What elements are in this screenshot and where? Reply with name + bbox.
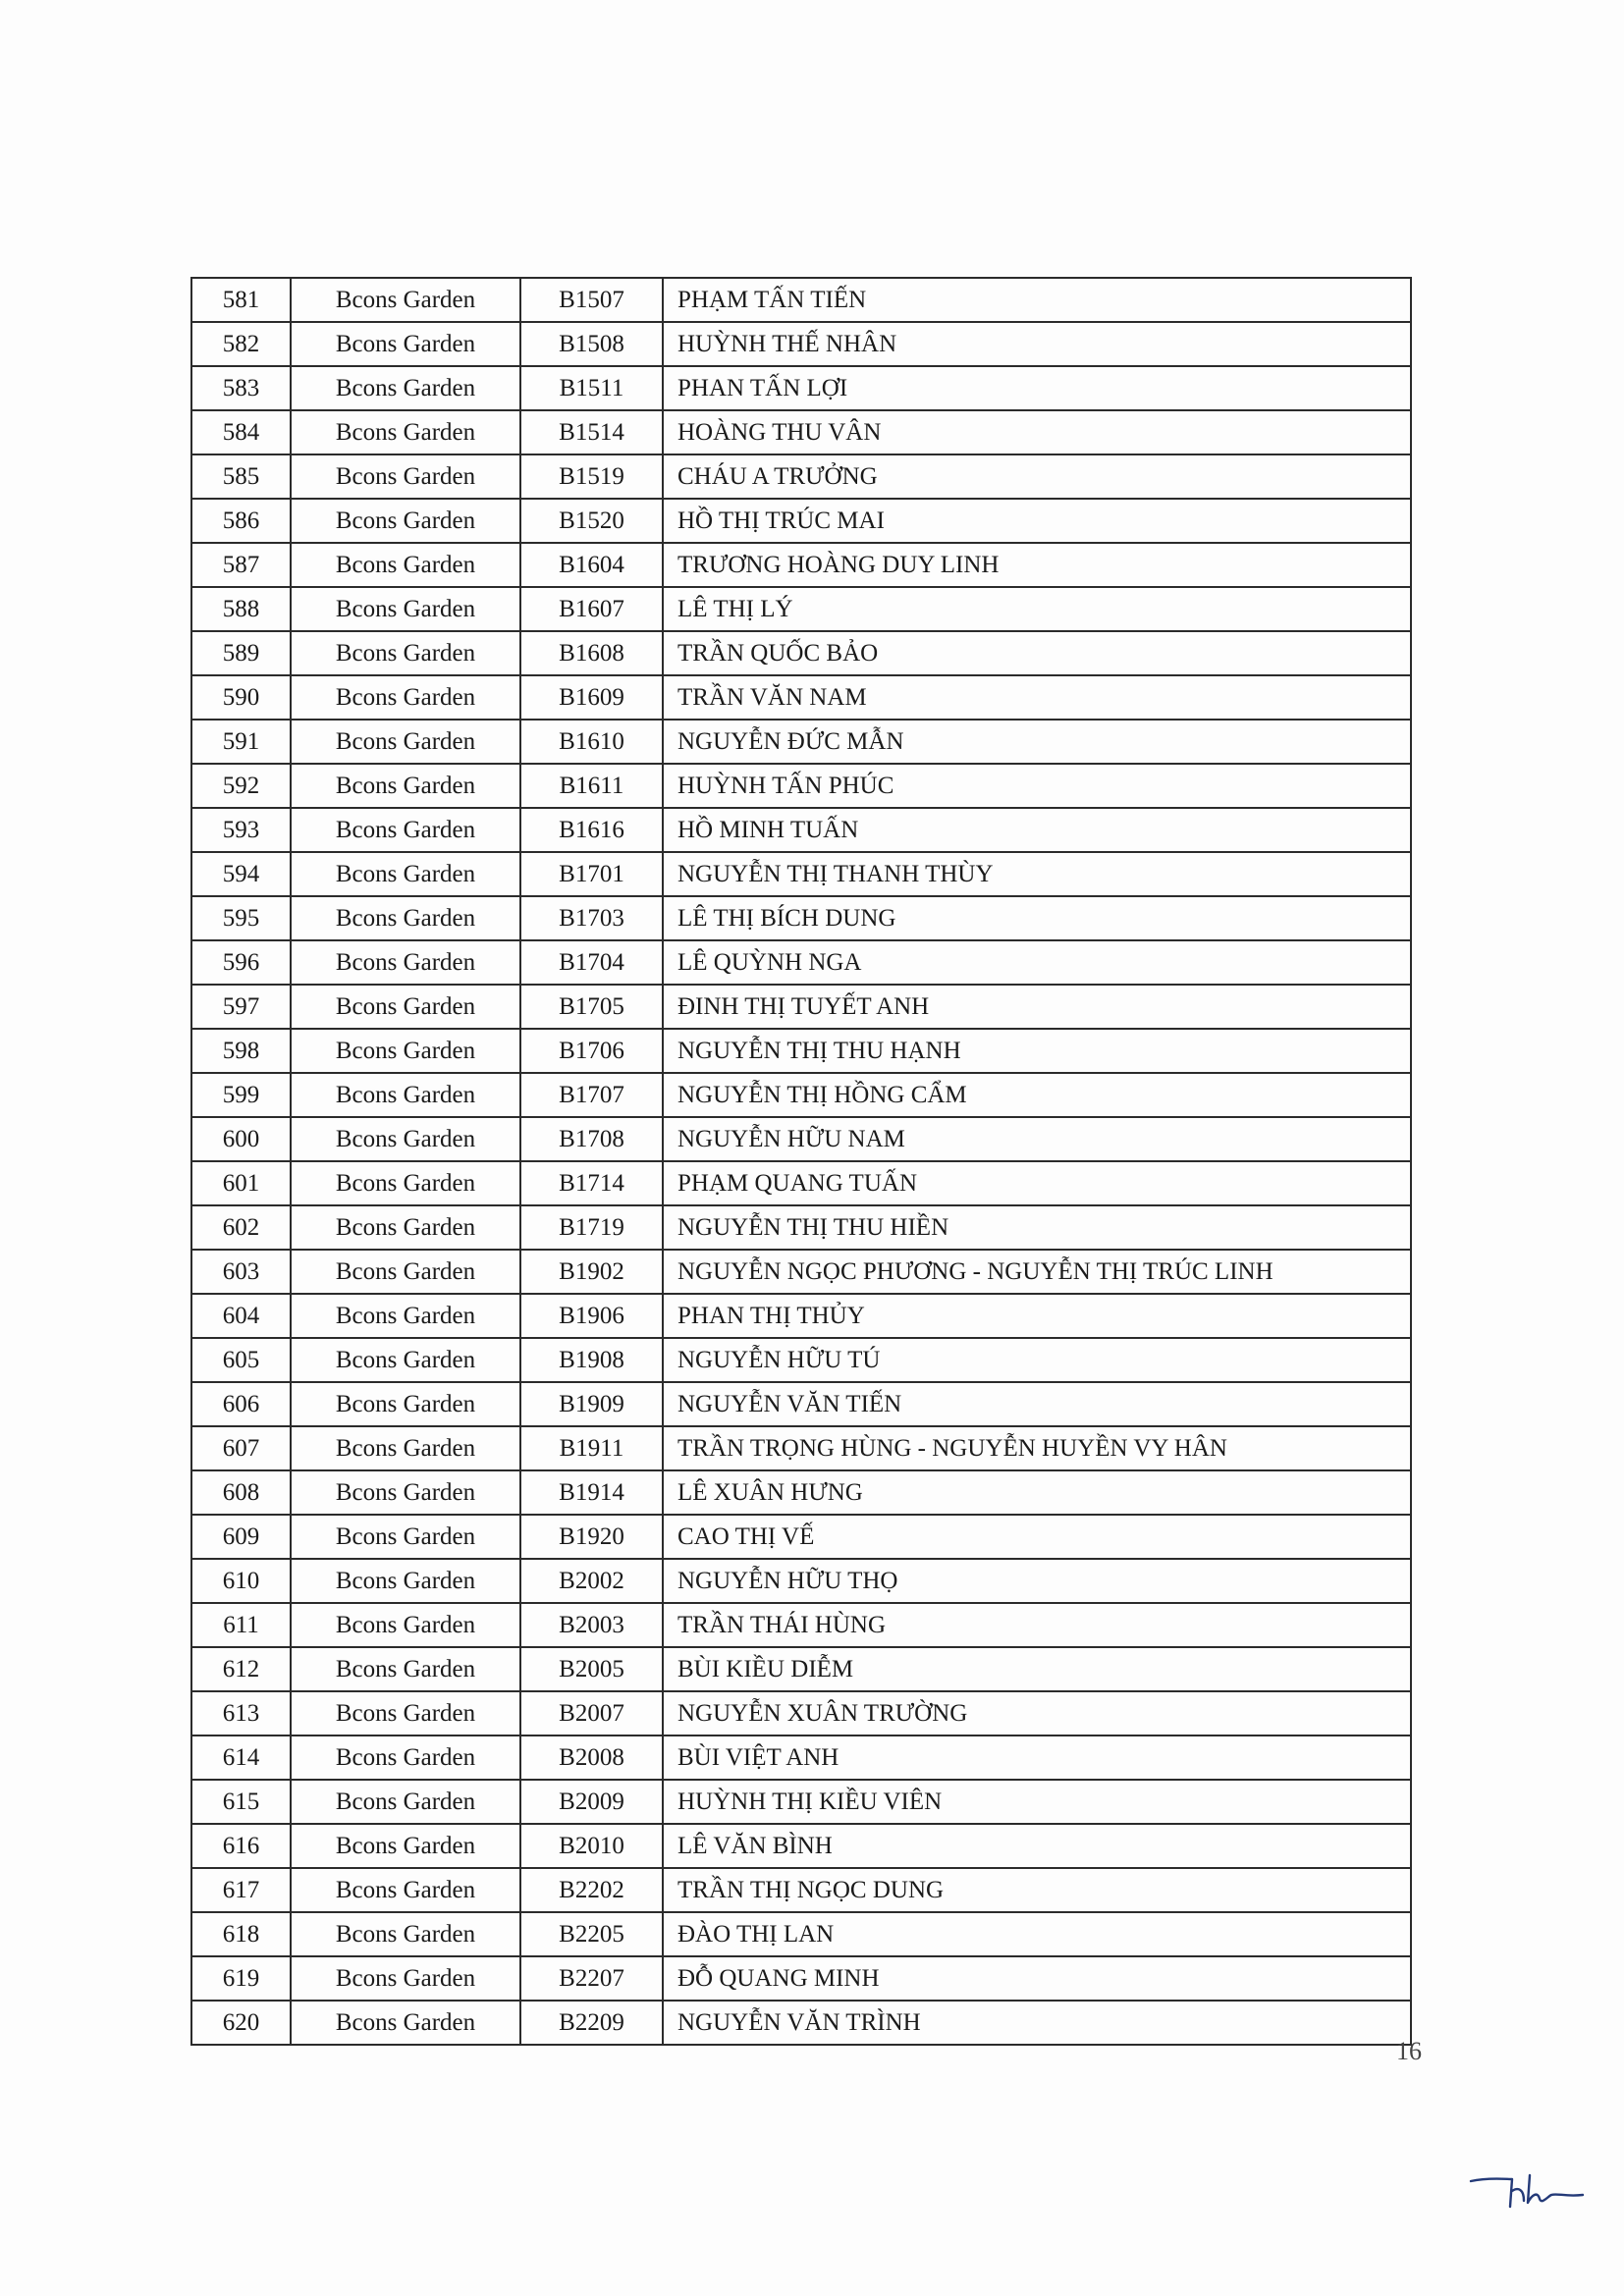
table-row bbox=[191, 631, 1411, 675]
owner-name: NGUYỄN VĂN TIẾN bbox=[663, 1382, 1411, 1426]
project-name: Bcons Garden bbox=[291, 1780, 520, 1824]
owner-name: BÙI VIỆT ANH bbox=[663, 1735, 1411, 1780]
row-number: 611 bbox=[191, 1603, 291, 1647]
owner-name: NGUYỄN NGỌC PHƯƠNG - NGUYỄN THỊ TRÚC LINH bbox=[663, 1250, 1411, 1294]
project-name: Bcons Garden bbox=[291, 1515, 520, 1559]
row-number: 594 bbox=[191, 852, 291, 896]
row-number: 581 bbox=[191, 278, 291, 322]
owner-name: LÊ QUỲNH NGA bbox=[663, 940, 1411, 985]
project-name: Bcons Garden bbox=[291, 1250, 520, 1294]
apartment-code: B1719 bbox=[520, 1205, 663, 1250]
table-row bbox=[191, 1735, 1411, 1780]
apartment-code: B2005 bbox=[520, 1647, 663, 1691]
apartment-code: B2207 bbox=[520, 1956, 663, 2001]
row-number: 609 bbox=[191, 1515, 291, 1559]
table-row bbox=[191, 499, 1411, 543]
owner-name: LÊ VĂN BÌNH bbox=[663, 1824, 1411, 1868]
project-name: Bcons Garden bbox=[291, 499, 520, 543]
project-name: Bcons Garden bbox=[291, 278, 520, 322]
apartment-code: B1920 bbox=[520, 1515, 663, 1559]
table-row bbox=[191, 852, 1411, 896]
owner-list-table bbox=[190, 277, 1412, 2046]
row-number: 592 bbox=[191, 764, 291, 808]
apartment-code: B2003 bbox=[520, 1603, 663, 1647]
owner-name: NGUYỄN HỮU TÚ bbox=[663, 1338, 1411, 1382]
owner-name: TRẦN TRỌNG HÙNG - NGUYỄN HUYỀN VY HÂN bbox=[663, 1426, 1411, 1470]
apartment-code: B2209 bbox=[520, 2001, 663, 2045]
row-number: 606 bbox=[191, 1382, 291, 1426]
owner-name: TRẦN VĂN NAM bbox=[663, 675, 1411, 720]
apartment-code: B1520 bbox=[520, 499, 663, 543]
project-name: Bcons Garden bbox=[291, 543, 520, 587]
project-name: Bcons Garden bbox=[291, 675, 520, 720]
project-name: Bcons Garden bbox=[291, 1294, 520, 1338]
project-name: Bcons Garden bbox=[291, 1117, 520, 1161]
owner-name: PHẠM TẤN TIẾN bbox=[663, 278, 1411, 322]
apartment-code: B1611 bbox=[520, 764, 663, 808]
owner-name: TRẦN THỊ NGỌC DUNG bbox=[663, 1868, 1411, 1912]
table-row bbox=[191, 1603, 1411, 1647]
apartment-code: B2205 bbox=[520, 1912, 663, 1956]
table-row bbox=[191, 1824, 1411, 1868]
apartment-code: B1507 bbox=[520, 278, 663, 322]
apartment-code: B1604 bbox=[520, 543, 663, 587]
row-number: 612 bbox=[191, 1647, 291, 1691]
row-number: 588 bbox=[191, 587, 291, 631]
row-number: 582 bbox=[191, 322, 291, 366]
table-row bbox=[191, 410, 1411, 454]
owner-name: HUỲNH THỊ KIỀU VIÊN bbox=[663, 1780, 1411, 1824]
row-number: 601 bbox=[191, 1161, 291, 1205]
project-name: Bcons Garden bbox=[291, 720, 520, 764]
row-number: 583 bbox=[191, 366, 291, 410]
table-row bbox=[191, 808, 1411, 852]
apartment-code: B1607 bbox=[520, 587, 663, 631]
project-name: Bcons Garden bbox=[291, 2001, 520, 2045]
row-number: 595 bbox=[191, 896, 291, 940]
owner-name: TRẦN THÁI HÙNG bbox=[663, 1603, 1411, 1647]
project-name: Bcons Garden bbox=[291, 1691, 520, 1735]
project-name: Bcons Garden bbox=[291, 1647, 520, 1691]
project-name: Bcons Garden bbox=[291, 1824, 520, 1868]
project-name: Bcons Garden bbox=[291, 985, 520, 1029]
apartment-code: B1514 bbox=[520, 410, 663, 454]
apartment-code: B2010 bbox=[520, 1824, 663, 1868]
table-row bbox=[191, 1515, 1411, 1559]
apartment-code: B1701 bbox=[520, 852, 663, 896]
project-name: Bcons Garden bbox=[291, 1868, 520, 1912]
owner-name: CHÁU A TRƯỞNG bbox=[663, 454, 1411, 499]
owner-name: HỒ MINH TUẤN bbox=[663, 808, 1411, 852]
table-row bbox=[191, 1117, 1411, 1161]
table-row bbox=[191, 1250, 1411, 1294]
project-name: Bcons Garden bbox=[291, 1161, 520, 1205]
table-row bbox=[191, 1470, 1411, 1515]
table-row bbox=[191, 2001, 1411, 2045]
row-number: 616 bbox=[191, 1824, 291, 1868]
project-name: Bcons Garden bbox=[291, 1073, 520, 1117]
table-row bbox=[191, 1647, 1411, 1691]
apartment-code: B1608 bbox=[520, 631, 663, 675]
owner-name: NGUYỄN THỊ HỒNG CẨM bbox=[663, 1073, 1411, 1117]
row-number: 584 bbox=[191, 410, 291, 454]
owner-name: HỒ THỊ TRÚC MAI bbox=[663, 499, 1411, 543]
project-name: Bcons Garden bbox=[291, 1338, 520, 1382]
apartment-code: B1708 bbox=[520, 1117, 663, 1161]
project-name: Bcons Garden bbox=[291, 322, 520, 366]
owner-name: NGUYỄN ĐỨC MẪN bbox=[663, 720, 1411, 764]
row-number: 590 bbox=[191, 675, 291, 720]
table-row bbox=[191, 1426, 1411, 1470]
apartment-code: B1714 bbox=[520, 1161, 663, 1205]
project-name: Bcons Garden bbox=[291, 1205, 520, 1250]
apartment-code: B2202 bbox=[520, 1868, 663, 1912]
project-name: Bcons Garden bbox=[291, 1382, 520, 1426]
table-row bbox=[191, 1294, 1411, 1338]
owner-name: ĐINH THỊ TUYẾT ANH bbox=[663, 985, 1411, 1029]
apartment-code: B1906 bbox=[520, 1294, 663, 1338]
project-name: Bcons Garden bbox=[291, 366, 520, 410]
project-name: Bcons Garden bbox=[291, 587, 520, 631]
row-number: 587 bbox=[191, 543, 291, 587]
project-name: Bcons Garden bbox=[291, 1603, 520, 1647]
project-name: Bcons Garden bbox=[291, 1426, 520, 1470]
row-number: 617 bbox=[191, 1868, 291, 1912]
project-name: Bcons Garden bbox=[291, 454, 520, 499]
row-number: 613 bbox=[191, 1691, 291, 1735]
apartment-code: B1609 bbox=[520, 675, 663, 720]
project-name: Bcons Garden bbox=[291, 1559, 520, 1603]
owner-name: HUỲNH TẤN PHÚC bbox=[663, 764, 1411, 808]
row-number: 620 bbox=[191, 2001, 291, 2045]
owner-name: LÊ THỊ LÝ bbox=[663, 587, 1411, 631]
table-row bbox=[191, 1912, 1411, 1956]
row-number: 600 bbox=[191, 1117, 291, 1161]
apartment-code: B1616 bbox=[520, 808, 663, 852]
owner-name: NGUYỄN HỮU THỌ bbox=[663, 1559, 1411, 1603]
row-number: 602 bbox=[191, 1205, 291, 1250]
table-row bbox=[191, 278, 1411, 322]
owner-name: NGUYỄN XUÂN TRƯỜNG bbox=[663, 1691, 1411, 1735]
project-name: Bcons Garden bbox=[291, 896, 520, 940]
row-number: 596 bbox=[191, 940, 291, 985]
owner-name: PHẠM QUANG TUẤN bbox=[663, 1161, 1411, 1205]
apartment-code: B2008 bbox=[520, 1735, 663, 1780]
table-row bbox=[191, 322, 1411, 366]
owner-name: LÊ THỊ BÍCH DUNG bbox=[663, 896, 1411, 940]
row-number: 608 bbox=[191, 1470, 291, 1515]
row-number: 607 bbox=[191, 1426, 291, 1470]
apartment-code: B1704 bbox=[520, 940, 663, 985]
table-row bbox=[191, 1161, 1411, 1205]
owner-name: NGUYỄN THỊ THU HẠNH bbox=[663, 1029, 1411, 1073]
table-row bbox=[191, 1691, 1411, 1735]
owner-name: CAO THỊ VẾ bbox=[663, 1515, 1411, 1559]
owner-name: HUỲNH THẾ NHÂN bbox=[663, 322, 1411, 366]
apartment-code: B1908 bbox=[520, 1338, 663, 1382]
table-row bbox=[191, 764, 1411, 808]
table-row bbox=[191, 454, 1411, 499]
row-number: 603 bbox=[191, 1250, 291, 1294]
table-row bbox=[191, 985, 1411, 1029]
table-row bbox=[191, 366, 1411, 410]
table-row bbox=[191, 720, 1411, 764]
project-name: Bcons Garden bbox=[291, 1912, 520, 1956]
row-number: 614 bbox=[191, 1735, 291, 1780]
row-number: 605 bbox=[191, 1338, 291, 1382]
owner-name: PHAN THỊ THỦY bbox=[663, 1294, 1411, 1338]
owner-name: NGUYỄN HỮU NAM bbox=[663, 1117, 1411, 1161]
table-row bbox=[191, 1868, 1411, 1912]
row-number: 599 bbox=[191, 1073, 291, 1117]
apartment-code: B1902 bbox=[520, 1250, 663, 1294]
row-number: 585 bbox=[191, 454, 291, 499]
row-number: 618 bbox=[191, 1912, 291, 1956]
project-name: Bcons Garden bbox=[291, 631, 520, 675]
project-name: Bcons Garden bbox=[291, 852, 520, 896]
apartment-code: B1519 bbox=[520, 454, 663, 499]
apartment-code: B1705 bbox=[520, 985, 663, 1029]
apartment-code: B1706 bbox=[520, 1029, 663, 1073]
table-row bbox=[191, 1382, 1411, 1426]
table-row bbox=[191, 1073, 1411, 1117]
apartment-code: B2007 bbox=[520, 1691, 663, 1735]
project-name: Bcons Garden bbox=[291, 940, 520, 985]
table-row bbox=[191, 1956, 1411, 2001]
owner-name: NGUYỄN THỊ THU HIỀN bbox=[663, 1205, 1411, 1250]
table-row bbox=[191, 1205, 1411, 1250]
table-row bbox=[191, 675, 1411, 720]
project-name: Bcons Garden bbox=[291, 764, 520, 808]
owner-name: PHAN TẤN LỢI bbox=[663, 366, 1411, 410]
row-number: 589 bbox=[191, 631, 291, 675]
table-row bbox=[191, 543, 1411, 587]
owner-name: HOÀNG THU VÂN bbox=[663, 410, 1411, 454]
page-number: 16 bbox=[1396, 2037, 1422, 2065]
project-name: Bcons Garden bbox=[291, 808, 520, 852]
apartment-code: B1508 bbox=[520, 322, 663, 366]
table-row bbox=[191, 940, 1411, 985]
apartment-code: B1909 bbox=[520, 1382, 663, 1426]
apartment-code: B1511 bbox=[520, 366, 663, 410]
row-number: 593 bbox=[191, 808, 291, 852]
owner-list-body bbox=[191, 278, 1411, 2045]
owner-name: TRƯƠNG HOÀNG DUY LINH bbox=[663, 543, 1411, 587]
project-name: Bcons Garden bbox=[291, 1029, 520, 1073]
project-name: Bcons Garden bbox=[291, 410, 520, 454]
owner-name: TRẦN QUỐC BẢO bbox=[663, 631, 1411, 675]
row-number: 604 bbox=[191, 1294, 291, 1338]
apartment-code: B1914 bbox=[520, 1470, 663, 1515]
apartment-code: B1911 bbox=[520, 1426, 663, 1470]
owner-name: NGUYỄN THỊ THANH THÙY bbox=[663, 852, 1411, 896]
owner-name: ĐỖ QUANG MINH bbox=[663, 1956, 1411, 2001]
apartment-code: B2002 bbox=[520, 1559, 663, 1603]
row-number: 615 bbox=[191, 1780, 291, 1824]
apartment-code: B1707 bbox=[520, 1073, 663, 1117]
signature-mark bbox=[1469, 2167, 1587, 2216]
apartment-code: B2009 bbox=[520, 1780, 663, 1824]
table-row bbox=[191, 1559, 1411, 1603]
owner-name: ĐÀO THỊ LAN bbox=[663, 1912, 1411, 1956]
row-number: 591 bbox=[191, 720, 291, 764]
project-name: Bcons Garden bbox=[291, 1735, 520, 1780]
owner-name: BÙI KIỀU DIỄM bbox=[663, 1647, 1411, 1691]
apartment-code: B1610 bbox=[520, 720, 663, 764]
project-name: Bcons Garden bbox=[291, 1956, 520, 2001]
table-row bbox=[191, 1338, 1411, 1382]
apartment-code: B1703 bbox=[520, 896, 663, 940]
row-number: 598 bbox=[191, 1029, 291, 1073]
project-name: Bcons Garden bbox=[291, 1470, 520, 1515]
table-row bbox=[191, 1029, 1411, 1073]
row-number: 586 bbox=[191, 499, 291, 543]
owner-name: NGUYỄN VĂN TRÌNH bbox=[663, 2001, 1411, 2045]
table-row bbox=[191, 1780, 1411, 1824]
table-row bbox=[191, 587, 1411, 631]
row-number: 597 bbox=[191, 985, 291, 1029]
table-row bbox=[191, 896, 1411, 940]
row-number: 619 bbox=[191, 1956, 291, 2001]
owner-name: LÊ XUÂN HƯNG bbox=[663, 1470, 1411, 1515]
row-number: 610 bbox=[191, 1559, 291, 1603]
